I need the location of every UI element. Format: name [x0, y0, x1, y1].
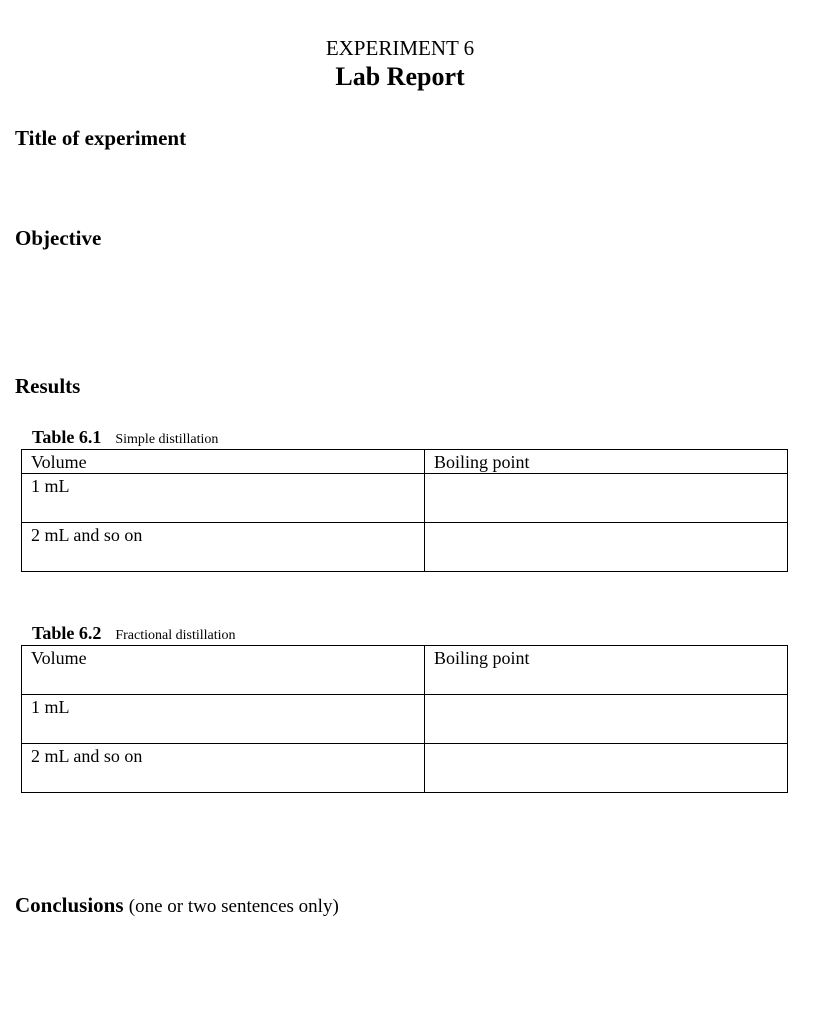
table-cell-boiling-point[interactable]	[424, 695, 787, 744]
header-boiling-point: Boiling point	[424, 450, 787, 474]
results-heading: Results	[15, 374, 81, 398]
table-row	[22, 523, 788, 572]
title-of-experiment-heading: Title of experiment	[15, 126, 187, 150]
table-cell-boiling-point[interactable]	[424, 523, 787, 572]
table-6-1-description: Simple distillation	[115, 432, 219, 447]
table-cell-volume: 2 mL and so on	[22, 744, 425, 793]
table-header-row	[22, 646, 788, 695]
table-row	[22, 474, 788, 523]
table-cell-volume: 2 mL and so on	[22, 523, 425, 572]
page-title: Lab Report	[335, 62, 465, 91]
conclusions-heading	[15, 893, 339, 918]
table-cell-volume: 1 mL	[22, 474, 425, 523]
table-cell-boiling-point[interactable]	[424, 744, 787, 793]
table-row	[22, 744, 788, 793]
table-6-1	[21, 449, 788, 572]
objective-heading: Objective	[15, 226, 102, 250]
table-6-2-description: Fractional distillation	[115, 628, 236, 643]
table-cell-volume: 1 mL	[22, 695, 425, 744]
table-6-2	[21, 645, 788, 793]
conclusions-note: (one or two sentences only)	[128, 896, 339, 917]
table-header-row	[22, 450, 788, 474]
experiment-number: EXPERIMENT 6	[325, 36, 475, 60]
table-row	[22, 695, 788, 744]
table-6-2-caption	[32, 623, 236, 644]
table-cell-boiling-point[interactable]	[424, 474, 787, 523]
header-volume: Volume	[22, 450, 425, 474]
table-6-2-label: Table 6.2	[32, 623, 102, 643]
header-boiling-point: Boiling point	[424, 646, 787, 695]
table-6-1-label: Table 6.1	[32, 427, 102, 447]
conclusions-label: Conclusions	[15, 893, 124, 917]
table-6-1-caption	[32, 427, 218, 448]
header-volume: Volume	[22, 646, 425, 695]
